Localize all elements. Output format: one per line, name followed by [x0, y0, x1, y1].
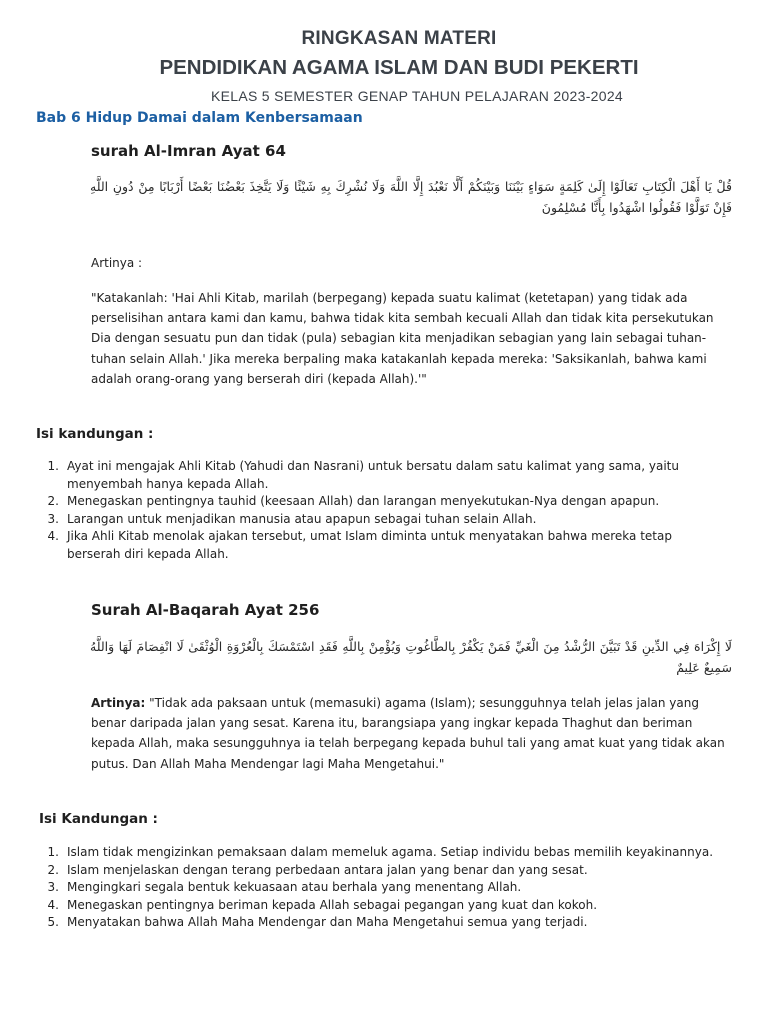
- list-number: 2.: [47, 494, 59, 509]
- list-item: [47, 844, 727, 862]
- list-item: [47, 862, 727, 880]
- list-number: 4.: [47, 897, 59, 912]
- document-subject-title: PENDIDIKAN AGAMA ISLAM DAN BUDI PEKERTI: [159, 56, 639, 79]
- list-item-text: Larangan untuk menjadikan manusia atau apapun sebagai tuhan selain Allah.: [67, 511, 537, 526]
- list-item: [47, 493, 727, 511]
- list-item: [47, 458, 727, 493]
- list-item: [47, 897, 727, 915]
- section2-content-heading: Isi Kandungan :: [39, 811, 158, 827]
- list-item: [47, 511, 727, 529]
- list-item: [47, 528, 727, 563]
- surah-imran-title: surah Al-Imran Ayat 64: [91, 142, 286, 160]
- surah-baqarah-translation: [91, 693, 737, 774]
- list-number: 5.: [47, 915, 59, 930]
- list-item: [47, 914, 727, 932]
- list-item-text: Menegaskan pentingnya tauhid (keesaan Allah) dan larangan menyekutukan-Nya dengan apapun.: [67, 494, 660, 509]
- list-item-text: Mengingkari segala bentuk kekuasaan atau berhala yang menentang Allah.: [67, 880, 522, 895]
- list-number: 2.: [47, 862, 59, 877]
- surah-baqarah-translation-label: Artinya:: [91, 696, 146, 710]
- document-class-semester: KELAS 5 SEMESTER GENAP TAHUN PELAJARAN 2023-2024: [210, 88, 623, 104]
- surah-baqarah-arabic-text: لَا إِكْرَاهَ فِي الدِّينِ قَدْ تَبَيَّنَ الرُّشْدُ مِنَ الْغَيِّ فَمَنْ يَكْفُرْ بِالطَّاغُوتِ وَيُؤْمِنْ بِاللَّهِ فَقَدِ اسْتَمْسَكَ بِالْعُرْوَةِ الْوُثْقَىٰ لَا انْفِصَامَ لَهَا وَاللَّهُ سَمِيعٌ عَلِيمٌ: [90, 639, 732, 675]
- list-item-text: Islam menjelaskan dengan terang perbedaan antara jalan yang benar dan yang sesat.: [67, 862, 588, 877]
- list-number: 3.: [47, 511, 59, 526]
- surah-imran-translation: "Katakanlah: 'Hai Ahli Kitab, marilah (berpegang) kepada suatu kalimat (ketetapan) yang tidak ada perselisihan antara kami dan kamu, bahwa tidak kita sembah kecuali Allah dan tidak kita persekutukan Dia dengan sesuatu pun dan tidak (pula) sebagian kita menjadikan sebagian yang lain sebagai tuhan-tuhan selain Allah.' Jika mereka berpaling maka katakanlah kepada mereka: 'Saksikanlah, bahwa kami adalah orang-orang yang berserah diri (kepada Allah).'": [91, 291, 714, 386]
- list-item-text: Islam tidak mengizinkan pemaksaan dalam memeluk agama. Setiap individu bebas memilih keyakinannya.: [67, 845, 714, 859]
- surah-baqarah-translation-text: "Tidak ada paksaan untuk (memasuki) agama (Islam); sesungguhnya telah jelas jalan yang benar daripada jalan yang sesat. Karena itu, barangsiapa yang ingkar kepada Thaghut dan beriman kepada Allah, maka sesungguhnya ia telah berpegang kepada buhul tali yang amat kuat yang tidak akan putus. Dan Allah Maha Mendengar lagi Maha Mengetahui.": [91, 696, 725, 771]
- list-number: 4.: [47, 529, 59, 544]
- list-item: [47, 879, 727, 897]
- section2-content-list: [47, 844, 727, 932]
- list-number: 3.: [47, 880, 59, 895]
- list-number: 1.: [47, 845, 59, 859]
- list-item-text: Menyatakan bahwa Allah Maha Mendengar dan Maha Mengetahui semua yang terjadi.: [67, 915, 588, 930]
- surah-imran-translation-label: Artinya :: [91, 256, 143, 270]
- chapter-heading: Bab 6 Hidup Damai dalam Kenbersamaan: [36, 110, 363, 126]
- section1-content-heading: Isi kandungan :: [36, 426, 154, 442]
- document-title: RINGKASAN MATERI: [301, 28, 497, 49]
- surah-baqarah-title: Surah Al-Baqarah Ayat 256: [91, 601, 320, 619]
- surah-imran-arabic-text: قُلْ يَا أَهْلَ الْكِتَابِ تَعَالَوْا إِلَىٰ كَلِمَةٍ سَوَاءٍ بَيْنَنَا وَبَيْنَكُمْ أَلَّا نَعْبُدَ إِلَّا اللَّهَ وَلَا نُشْرِكَ بِهِ شَيْئًا وَلَا يَتَّخِذَ بَعْضُنَا بَعْضًا أَرْبَابًا مِنْ دُونِ اللَّهِ فَإِنْ تَوَلَّوْا فَقُولُوا اشْهَدُوا بِأَنَّا مُسْلِمُونَ: [90, 179, 732, 215]
- section1-content-list: [47, 458, 727, 564]
- list-item-text: Ayat ini mengajak Ahli Kitab (Yahudi dan Nasrani) untuk bersatu dalam satu kalimat yang sama, yaitu menyembah hanya kepada Allah.: [67, 459, 679, 491]
- list-item-text: Jika Ahli Kitab menolak ajakan tersebut, umat Islam diminta untuk menyatakan bahwa mereka tetap berserah diri kepada Allah.: [67, 529, 672, 561]
- list-item-text: Menegaskan pentingnya beriman kepada Allah sebagai pegangan yang kuat dan kokoh.: [67, 897, 598, 912]
- list-number: 1.: [47, 459, 59, 473]
